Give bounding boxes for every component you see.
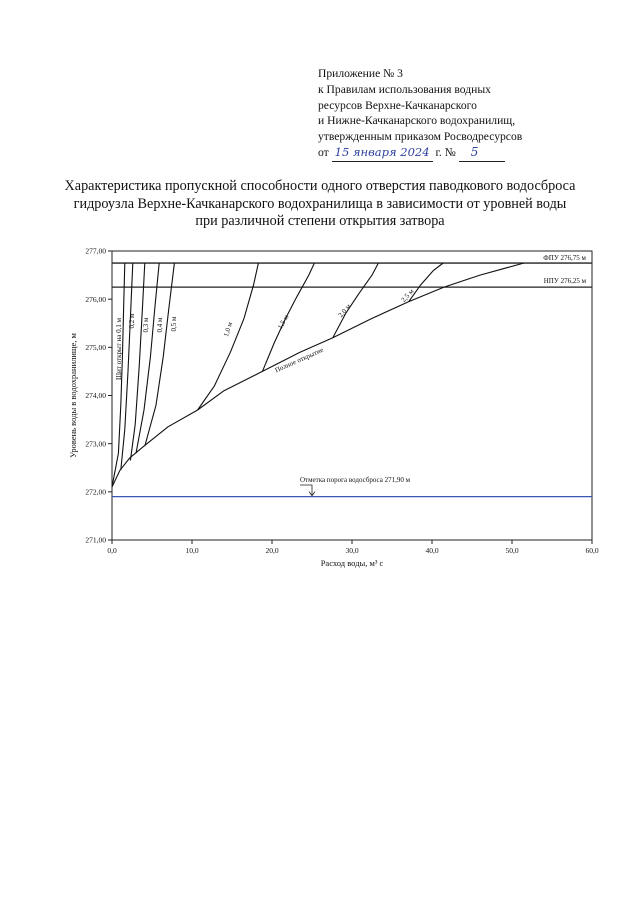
order-year-suffix: г. № xyxy=(435,145,456,159)
y-axis-title: Уровень воды в водохранилище, м xyxy=(68,333,78,458)
y-tick-label: 277,00 xyxy=(85,246,106,256)
series-label-3: 0,3 м xyxy=(142,317,150,333)
series-line-10 xyxy=(112,263,524,487)
series-label-8: 2,0 м xyxy=(336,302,353,320)
series-line-5 xyxy=(145,263,175,446)
title-line-3: при различной степени открытия затвора xyxy=(195,213,445,229)
y-tick-label: 273,00 xyxy=(85,439,106,449)
x-tick-label: 30,0 xyxy=(345,546,359,555)
y-tick-label: 276,00 xyxy=(85,294,106,304)
sill-arrow xyxy=(300,485,315,496)
title-line-1: Характеристика пропускной способности одного отверстия паводкового водосброса xyxy=(64,178,576,194)
appendix-line-3: ресурсов Верхне-Качканарского xyxy=(318,98,477,112)
title-line-2: гидроузла Верхне-Качканарского водохранилища в зависимости от уровней воды xyxy=(73,195,567,212)
x-tick-label: 0,0 xyxy=(107,546,117,555)
fpu-label: ФПУ 276,75 м xyxy=(543,254,586,263)
order-prefix: от xyxy=(318,145,329,159)
y-tick-label: 274,00 xyxy=(85,391,106,401)
appendix-line-2: к Правилам использования водных xyxy=(318,82,491,96)
series-label-7: 1,5 м xyxy=(276,313,291,331)
series-label-9: 2,5 м xyxy=(399,287,416,304)
y-tick-label: 272,00 xyxy=(85,487,106,497)
appendix-line-1: Приложение № 3 xyxy=(318,67,403,80)
series-label-6: 1,0 м xyxy=(221,321,235,338)
series-line-9 xyxy=(409,263,443,302)
x-tick-label: 40,0 xyxy=(425,546,439,555)
series-label-1: Щит открыт на 0,1 м xyxy=(115,317,123,381)
y-tick-label: 271,00 xyxy=(85,535,106,545)
x-axis-title: Расход воды, м³ с xyxy=(320,558,384,568)
order-date-handwritten: 15 января 2024 xyxy=(332,145,433,162)
series-label-2: 0,2 м xyxy=(128,313,136,329)
series-label-4: 0,4 м xyxy=(156,317,164,333)
x-tick-label: 50,0 xyxy=(505,546,519,555)
x-tick-label: 60,0 xyxy=(585,546,599,555)
x-tick-label: 20,0 xyxy=(265,546,279,555)
appendix-line-4: и Нижне-Качканарского водохранилищ, xyxy=(318,114,516,128)
x-tick-label: 10,0 xyxy=(185,546,199,555)
order-number-handwritten: 5 xyxy=(459,145,505,162)
sill-label: Отметка порога водосброса 271,90 м xyxy=(300,476,411,484)
appendix-line-5: утвержденным приказом Росводресурсов xyxy=(318,130,523,144)
series-label-5: 0,5 м xyxy=(170,316,178,332)
series-label-10: Полное открытие xyxy=(273,345,325,375)
y-tick-label: 275,00 xyxy=(85,342,106,352)
series-line-3 xyxy=(130,263,144,461)
npu-label: НПУ 276,25 м xyxy=(543,277,586,286)
